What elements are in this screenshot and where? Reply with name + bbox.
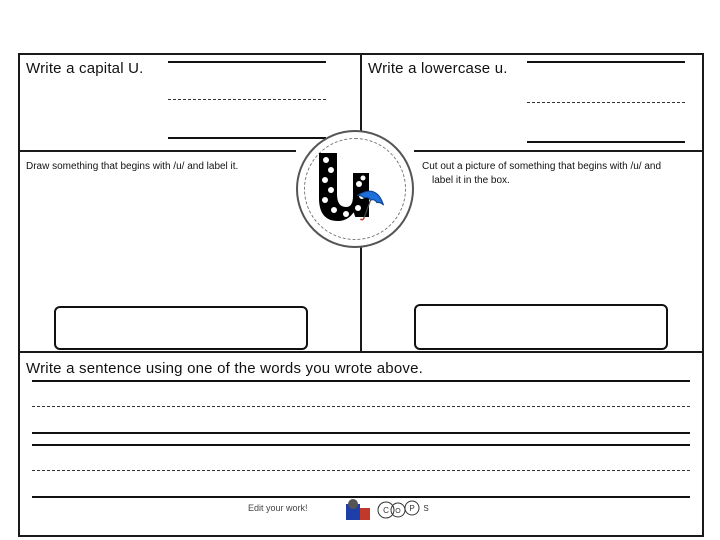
capital-mid-line[interactable] xyxy=(168,99,326,100)
lowercase-mid-line[interactable] xyxy=(527,102,685,103)
sentence-line-2-top xyxy=(32,444,690,446)
cut-prompt-line-2: label it in the box. xyxy=(432,175,510,186)
sentence-line-1-base xyxy=(32,432,690,434)
cops-letter-s: S xyxy=(423,504,429,513)
lowercase-top-line xyxy=(527,61,685,63)
lowercase-prompt: Write a lowercase u. xyxy=(368,60,508,77)
sentence-line-1-top xyxy=(32,380,690,382)
letter-u-umbrella-icon xyxy=(296,130,414,248)
capital-top-line xyxy=(168,61,326,63)
footer-text: Edit your work! xyxy=(248,503,308,513)
capital-prompt: Write a capital U. xyxy=(26,60,144,77)
sentence-prompt: Write a sentence using one of the words you wrote above. xyxy=(26,360,423,377)
letter-badge xyxy=(296,130,414,248)
cops-editing-icon xyxy=(342,498,432,524)
sentence-divider xyxy=(18,351,704,353)
cops-letter-c: C xyxy=(383,506,389,515)
sentence-line-2-mid[interactable] xyxy=(32,470,690,471)
draw-prompt: Draw something that begins with /u/ and label it. xyxy=(26,161,239,172)
lowercase-base-line xyxy=(527,141,685,143)
cops-letter-o: O xyxy=(395,508,401,515)
draw-label-box[interactable] xyxy=(54,306,308,350)
sentence-line-1-mid[interactable] xyxy=(32,406,690,407)
middle-left-divider xyxy=(18,150,296,152)
cut-label-box[interactable] xyxy=(414,304,668,350)
middle-right-divider xyxy=(414,150,704,152)
cops-letter-p: P xyxy=(409,504,415,513)
cut-prompt-line-1: Cut out a picture of something that begins with /u/ and xyxy=(422,161,662,172)
